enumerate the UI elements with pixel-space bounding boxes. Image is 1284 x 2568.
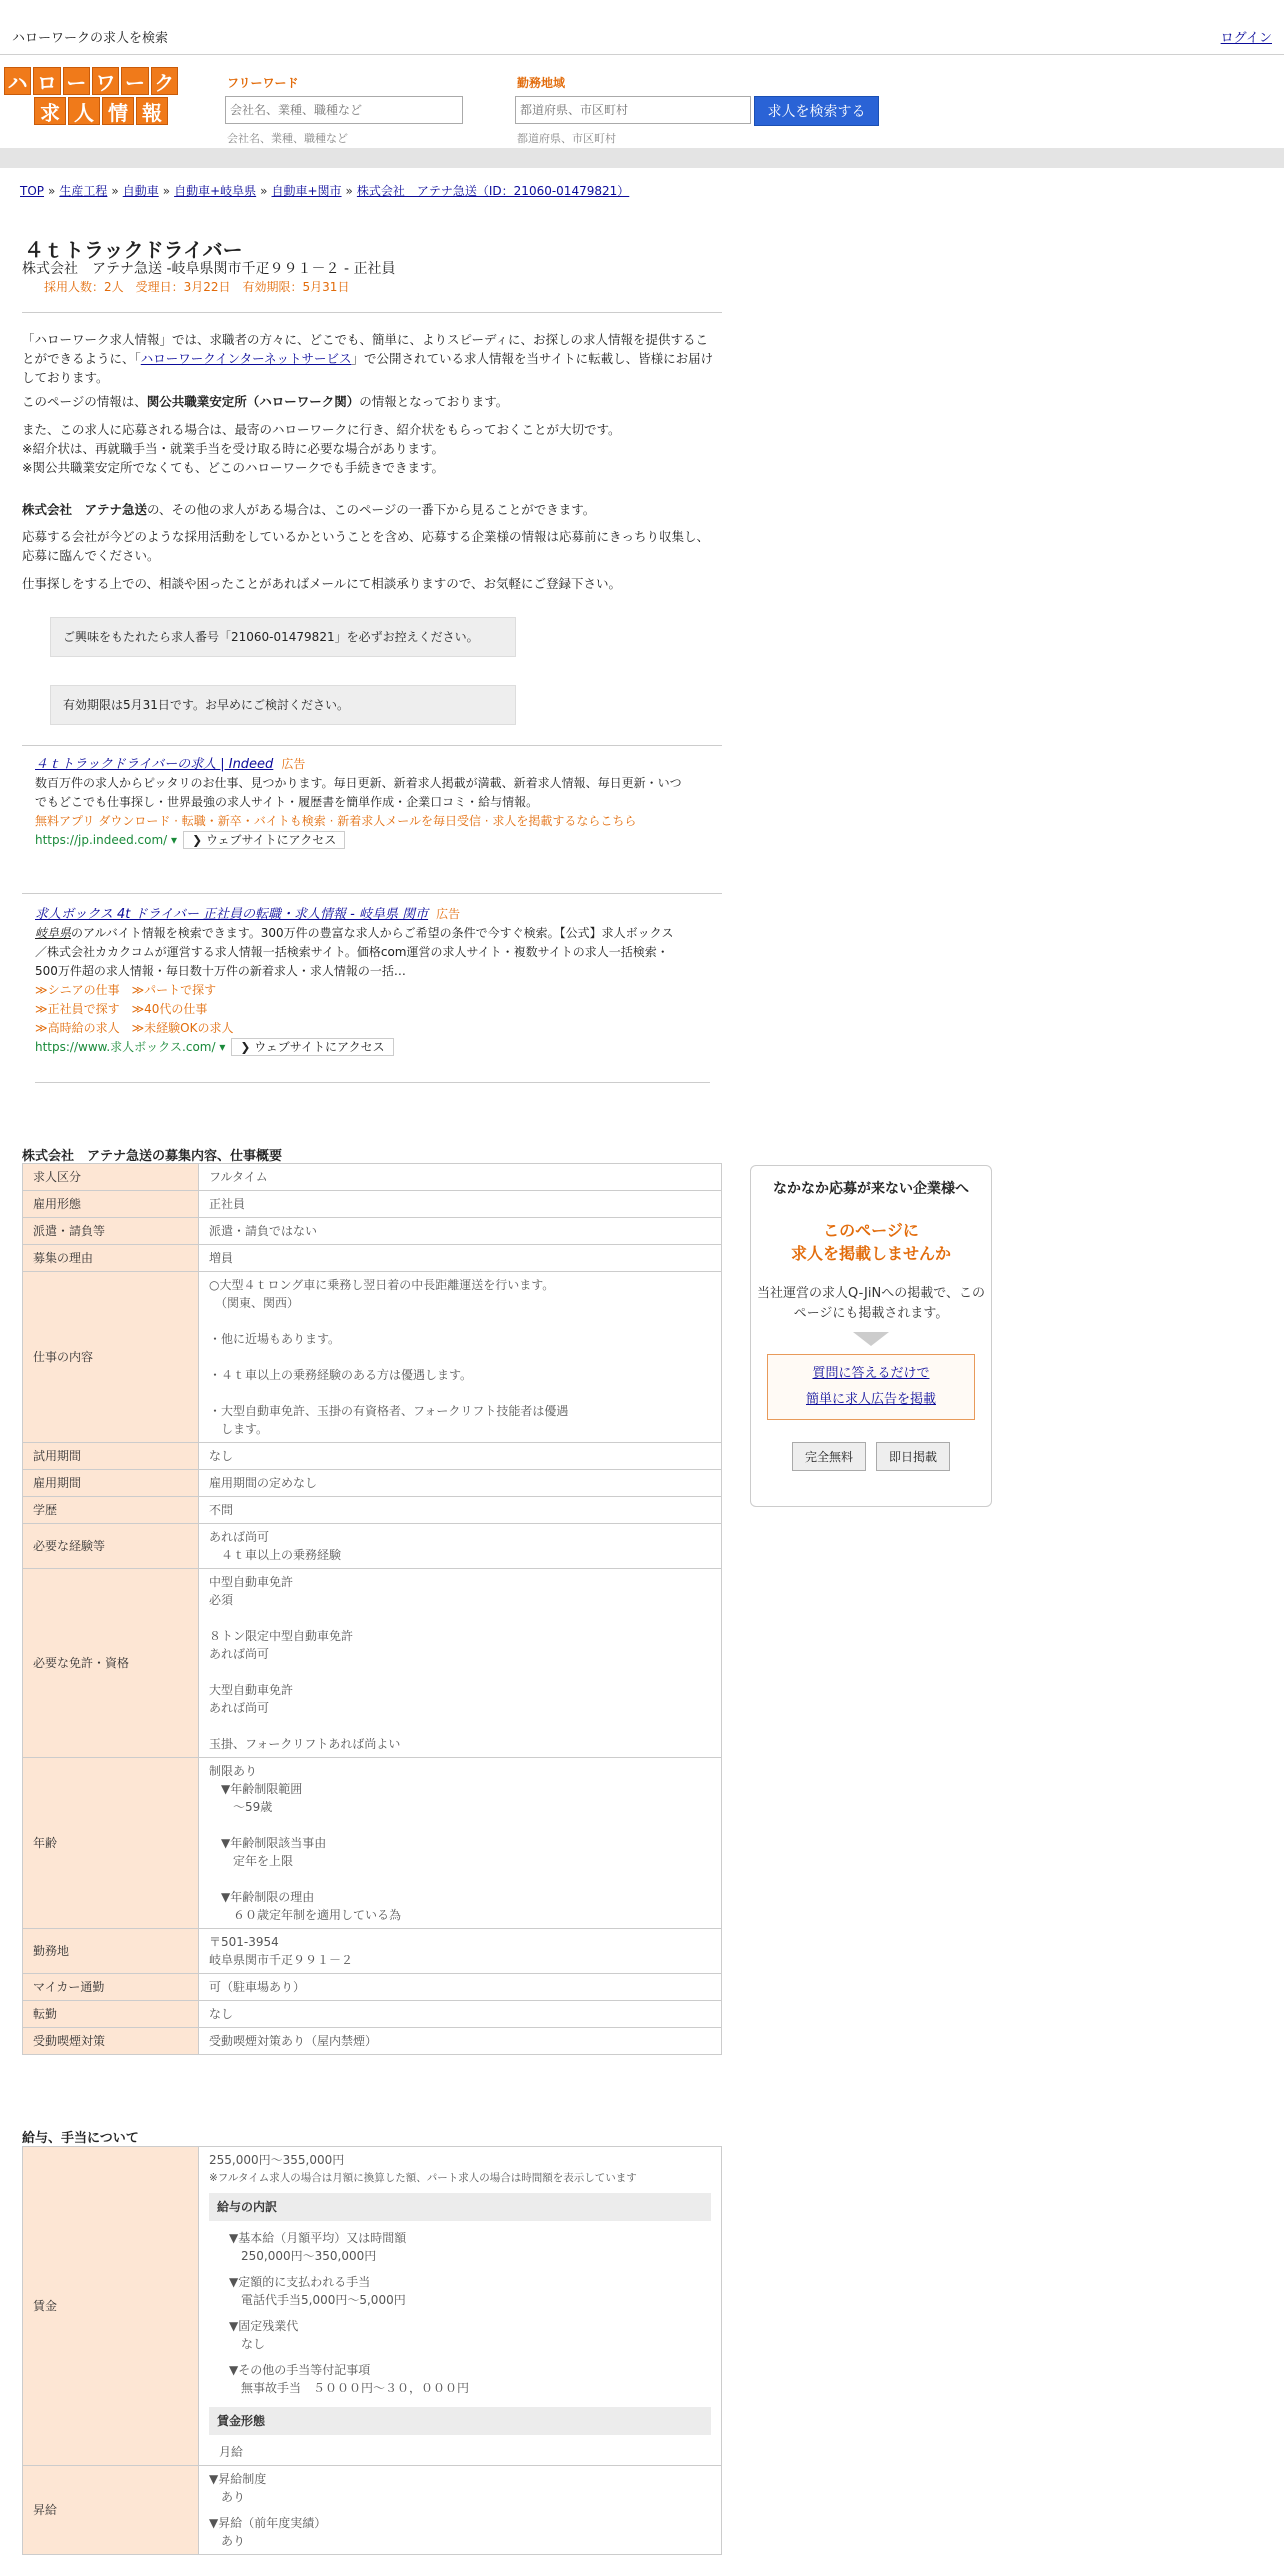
deadline-note: 有効期限は5月31日です。お早めにご検討ください。 <box>50 685 516 725</box>
ad-url[interactable]: https://www.求人ボックス.com/ <box>35 1040 216 1054</box>
breadcrumb-link[interactable]: TOP <box>20 184 45 198</box>
visit-site-button[interactable]: ❯ ウェブサイトにアクセス <box>183 831 345 849</box>
ad-desc-text: のアルバイト情報を検索できます。300万件の豊富な求人からご希望の条件で今すぐ検索。【公式】求人ボックス／株式会社カカクコムが運営する求人情報一括検索サイト。価格com運営の求人サイト・複数サイトの求人一括検索・500万件超の求人情報・毎日数十万件の新着求人・求人情報の一括… <box>35 926 674 978</box>
row-value: フルタイム <box>199 1164 722 1191</box>
office-name: 関公共職業安定所（ハローワーク関） <box>146 394 360 409</box>
ad-url[interactable]: https://jp.indeed.com/ <box>35 833 168 847</box>
wage-item: ▼定額的に支払われる手当 電話代手当5,000円〜5,000円 <box>229 2275 406 2307</box>
row-value: なし <box>199 1443 722 1470</box>
office-text: このページの情報は、 <box>22 394 147 409</box>
divider <box>35 1082 710 1083</box>
wage-table <box>22 2146 722 2555</box>
table-row <box>23 1524 722 1569</box>
top-bar <box>0 0 1284 55</box>
row-value: ○大型４ｔロング車に乗務し翌日着の中長距離運送を行います。 （関東、関西） ・他に近場もあります。 ・４ｔ車以上の乗務経験のある方は優遇します。 ・大型自動車免許、玉掛の有資格者、フォークリフト技能者は優遇 します。 <box>199 1272 722 1443</box>
table-row <box>23 2466 722 2555</box>
divider <box>22 745 722 746</box>
breadcrumb-link[interactable]: 自動車+岐阜県 <box>174 184 257 198</box>
row-key: 派遣・請負等 <box>23 1218 199 1245</box>
intro-text: 」で公開されている求人情報を当サイトに転載し、皆様にお届けしております。 <box>22 351 714 385</box>
ad-description: 数百万件の求人からピッタリのお仕事、見つかります。毎日更新、新着求人掲載が満載、新着求人情報、毎日更新・いつでもどこでも仕事探し・世界最強の求人サイト・履歴書を簡単作成・企業口コミ・給与情報。 <box>35 776 682 809</box>
table-row <box>23 1191 722 1218</box>
ad-title[interactable]: 求人ボックス 4t ドライバー 正社員の転職・求人情報 - 岐阜県 関市 <box>35 907 429 922</box>
login-link[interactable]: ログイン <box>1220 31 1272 46</box>
table-row <box>23 1974 722 2001</box>
logo-char: ク <box>151 67 178 95</box>
raise-item: ▼昇給（前年度実績） あり <box>209 2516 327 2548</box>
job-meta: 採用人数：2人 受理日：3月22日 有効期限：5月31日 <box>44 280 350 294</box>
table-row <box>23 1497 722 1524</box>
promo-heading: なかなか応募が来ない企業様へ <box>773 1181 969 1197</box>
logo-char: ロ <box>33 67 60 95</box>
table-row <box>23 1470 722 1497</box>
table-row <box>23 1272 722 1443</box>
breadcrumb <box>20 182 629 199</box>
row-value: 雇用期間の定めなし <box>199 1470 722 1497</box>
promo-link[interactable]: 質問に答えるだけで <box>812 1366 930 1381</box>
wage-detail <box>199 2147 722 2466</box>
visit-label: ウェブサイトにアクセス <box>205 833 337 847</box>
area-input[interactable] <box>515 96 751 124</box>
row-key: 雇用期間 <box>23 1470 199 1497</box>
row-key: 必要な免許・資格 <box>23 1569 199 1758</box>
logo-char: 求 <box>34 97 66 125</box>
table-row <box>23 1929 722 1974</box>
promo-catch: 求人を掲載しませんか <box>790 1244 951 1263</box>
promo-catch: このページに <box>823 1221 919 1240</box>
logo-char: 報 <box>136 97 168 125</box>
row-key: 賃金 <box>23 2147 199 2466</box>
logo-char: ハ <box>4 67 31 95</box>
row-key: 求人区分 <box>23 1164 199 1191</box>
row-value: 可（駐車場あり） <box>199 1974 722 2001</box>
company-name: 株式会社 アテナ急送 <box>22 502 148 517</box>
table-row <box>23 1218 722 1245</box>
same-day-badge[interactable]: 即日掲載 <box>876 1442 950 1471</box>
row-value: 受動喫煙対策あり（屋内禁煙） <box>199 2028 722 2055</box>
row-value: 増員 <box>199 1245 722 1272</box>
arrow-down-icon <box>853 1332 889 1346</box>
ad-sitelinks[interactable]: ≫高時給の求人 ≫未経験OKの求人 <box>35 1021 234 1035</box>
freeword-label: フリーワード <box>227 76 299 90</box>
row-value: 制限あり ▼年齢制限範囲 〜59歳 ▼年齢制限該当事由 定年を上限 ▼年齢制限の理由 ６０歳定年制を適用している為 <box>199 1758 722 1929</box>
ad-sitelinks[interactable]: ≫シニアの仕事 ≫パートで探す <box>35 983 217 997</box>
row-key: 昇給 <box>23 2466 199 2555</box>
table-row <box>23 1245 722 1272</box>
divider <box>22 893 722 894</box>
table-row <box>23 1443 722 1470</box>
row-value: 不問 <box>199 1497 722 1524</box>
breadcrumb-link[interactable]: 生産工程 <box>59 184 108 198</box>
row-key: 転勤 <box>23 2001 199 2028</box>
table-row <box>23 1758 722 1929</box>
section-title: 株式会社 アテナ急送の募集内容、仕事概要 <box>22 1149 283 1164</box>
divider-band <box>0 148 1284 168</box>
section-title: 給与、手当について <box>22 2131 139 2146</box>
wage-item: ▼基本給（月額平均）又は時間額 250,000円〜350,000円 <box>229 2231 407 2263</box>
office-paragraph <box>22 392 714 411</box>
breadcrumb-separator: » <box>260 184 268 198</box>
notice-line: ※紹介状は、再就職手当・就業手当を受け取る時に必要な場合があります。 <box>22 441 444 456</box>
wage-item: ▼固定残業代 なし <box>229 2319 299 2351</box>
row-value <box>199 2466 722 2555</box>
breadcrumb-separator: » <box>48 184 56 198</box>
breadcrumb-link[interactable]: 株式会社 アテナ急送（ID：21060-01479821） <box>356 184 630 198</box>
consult-paragraph: 仕事探しをする上での、相談や困ったことがあればメールにて相談承りますので、お気軽にご登録下さい。 <box>22 576 622 591</box>
promo-link[interactable]: 簡単に求人広告を掲載 <box>805 1392 936 1407</box>
ad-badge: 広告 <box>281 757 306 771</box>
logo-char: ー <box>63 67 90 95</box>
area-hint: 都道府県、市区町村 <box>517 132 616 145</box>
breadcrumb-separator: » <box>111 184 119 198</box>
company-paragraph <box>22 500 714 519</box>
logo-char: 人 <box>68 97 100 125</box>
promo-text: 当社運営の求人Q-JiNへの掲載で、このページにも掲載されます。 <box>757 1286 985 1321</box>
ad-kyujinbox: 求人ボックス 4t ドライバー 正社員の転職・求人情報 - 岐阜県 関市 広告 岐阜県のアルバイト情報を検索できます。300万件の豊富な求人からご希望の条件で今すぐ検索。【公式】求人ボックス／株式会社カカクコムが運営する求人情報一括検索サイト。価格com運営の求人サイト・複数サイトの求人一括検索・500万件超の求人情報・毎日数十万件の新着求人・求人情報の一括… ≫シニアの仕事 ≫パートで探す ≫正社員で探す ≫40代の仕事 ≫高時給の求人 ≫未経験OKの求人 https://www.求人ボックス.com/ ▾ ❯ ウェブサイトにアクセス <box>35 905 685 1057</box>
breadcrumb-link[interactable]: 自動車 <box>122 184 159 198</box>
freeword-hint: 会社名、業種、職種など <box>227 132 348 145</box>
table-row <box>23 1569 722 1758</box>
site-logo[interactable] <box>4 67 180 124</box>
row-value: あれば尚可 ４ｔ車以上の乗務経験 <box>199 1524 722 1569</box>
row-key: 必要な経験等 <box>23 1524 199 1569</box>
site-title: ハローワークの求人を検索 <box>12 31 169 46</box>
area-label: 勤務地域 <box>517 76 566 90</box>
table-row <box>23 2001 722 2028</box>
apply-paragraph: 応募する会社が今どのような採用活動をしているかということを含め、応募する企業様の情報は応募前にきっちり収集し、応募に臨んでください。 <box>22 529 710 563</box>
row-key: 募集の理由 <box>23 1245 199 1272</box>
employer-promo <box>750 1165 992 1507</box>
row-value: 正社員 <box>199 1191 722 1218</box>
visit-site-button[interactable]: ❯ ウェブサイトにアクセス <box>231 1038 393 1056</box>
ad-indeed: ４ｔトラックドライバーの求人 | Indeed 広告 数百万件の求人からピッタリのお仕事、見つかります。毎日更新、新着求人掲載が満載、新着求人情報、毎日更新・いつでもどこでも仕事探し・世界最強の求人サイト・履歴書を簡単作成・企業口コミ・給与情報。 無料アプリ ダウンロード · 転職・新卒・バイトも検索 · 新着求人メールを毎日受信 · 求人を掲載するならこちら https://jp.indeed.com/ ▾ ❯ ウェブサイトにアクセス <box>35 755 685 850</box>
row-value: 中型自動車免許 必須 ８トン限定中型自動車免許 あれば尚可 大型自動車免許 あれば尚可 玉掛、フォークリフトあれば尚よい <box>199 1569 722 1758</box>
wage-note: ※フルタイム求人の場合は月額に換算した額、パート求人の場合は時間額を表示しています <box>209 2172 637 2184</box>
row-value: 〒501-3954 岐阜県関市千疋９９１－２ <box>199 1929 722 1974</box>
search-button[interactable]: 求人を検索する <box>754 96 879 126</box>
table-row <box>23 1164 722 1191</box>
intro-text: 「ハローワーク求人情報」では、求職者の方々に、どこでも、簡単に、よりスピーディに、お探しの求人情報を提供することができるように、「 <box>22 332 709 366</box>
ad-badge: 広告 <box>436 907 461 921</box>
divider <box>22 312 722 313</box>
row-key: 雇用形態 <box>23 1191 199 1218</box>
row-key: 受動喫煙対策 <box>23 2028 199 2055</box>
wage-item: ▼その他の手当等付記事項 無事故手当 ５０００円～３０，０００円 <box>229 2363 470 2395</box>
visit-label: ウェブサイトにアクセス <box>254 1040 385 1054</box>
hellowork-link[interactable]: ハローワークインターネットサービス <box>140 351 352 366</box>
logo-char: ワ <box>92 67 119 95</box>
logo-char: ー <box>121 67 148 95</box>
wage-form-header: 賃金形態 <box>209 2407 711 2435</box>
row-key: 試用期間 <box>23 1443 199 1470</box>
raise-item: ▼昇給制度 あり <box>209 2472 267 2504</box>
breadcrumb-separator: » <box>162 184 171 198</box>
intro-paragraph <box>22 330 714 387</box>
ad-sitelinks[interactable]: ≫正社員で探す ≫40代の仕事 <box>35 1002 208 1016</box>
row-key: 勤務地 <box>23 1929 199 1974</box>
wage-form: 月給 <box>219 2445 244 2459</box>
notice-line: また、この求人に応募される場合は、最寄のハローワークに行き、紹介状をもらっておくことが大切です。 <box>22 422 621 437</box>
job-title: ４ｔトラックドライバー <box>24 238 243 262</box>
job-number-note: ご興味をもたれたら求人番号「21060-01479821」を必ずお控えください。 <box>50 617 516 657</box>
notice-line: ※関公共職業安定所でなくても、どこのハローワークでも手続きできます。 <box>22 460 444 475</box>
job-spec-table <box>22 1163 722 2055</box>
freeword-input[interactable] <box>225 96 463 124</box>
breakdown-header: 給与の内訳 <box>209 2193 711 2221</box>
breadcrumb-separator: » <box>345 184 353 198</box>
job-subtitle: 株式会社 アテナ急送 -岐阜県関市千疋９９１－２ - 正社員 <box>22 261 396 277</box>
row-key: マイカー通勤 <box>23 1974 199 2001</box>
free-badge[interactable]: 完全無料 <box>792 1442 866 1471</box>
company-text: の、その他の求人がある場合は、このページの一番下から見ることができます。 <box>147 502 596 517</box>
ad-keyword: 岐阜県 <box>35 926 72 940</box>
notice-paragraph <box>22 420 714 477</box>
breadcrumb-link[interactable]: 自動車+関市 <box>271 184 342 198</box>
row-value: 派遣・請負ではない <box>199 1218 722 1245</box>
table-row <box>23 2147 722 2466</box>
logo-char: 情 <box>102 97 134 125</box>
ad-sitelinks[interactable]: 無料アプリ ダウンロード · 転職・新卒・バイトも検索 · 新着求人メールを毎日受信 · 求人を掲載するならこちら <box>35 814 637 828</box>
row-value: なし <box>199 2001 722 2028</box>
row-key: 年齢 <box>23 1758 199 1929</box>
office-text: の情報となっております。 <box>359 394 509 409</box>
table-row <box>23 2028 722 2055</box>
promo-link-box <box>767 1354 975 1420</box>
row-key: 学歴 <box>23 1497 199 1524</box>
ad-title[interactable]: ４ｔトラックドライバーの求人 | Indeed <box>35 757 274 772</box>
row-key: 仕事の内容 <box>23 1272 199 1443</box>
ad-description <box>35 924 685 981</box>
wage-range: 255,000円〜355,000円 <box>209 2153 345 2167</box>
